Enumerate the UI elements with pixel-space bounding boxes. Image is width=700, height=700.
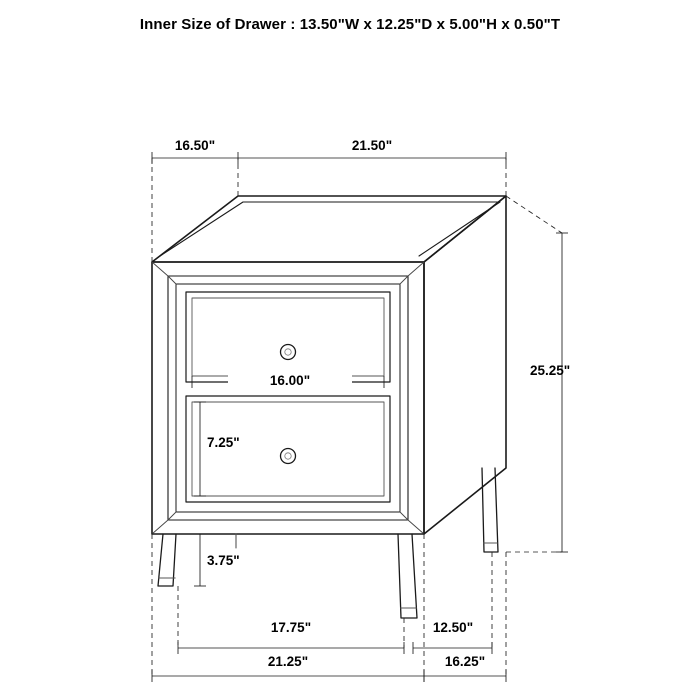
front-frame-inner	[168, 276, 408, 520]
dim-top-left-depth: 16.50"	[174, 138, 216, 153]
front-right-leg	[398, 534, 417, 618]
dim-base-side-depth: 12.50"	[432, 620, 474, 635]
upper-drawer-inner	[192, 298, 384, 376]
cabinet-front-face	[152, 262, 424, 534]
front-frame-inner-2	[176, 284, 400, 512]
dim-upper-drawer-width: 16.00"	[228, 372, 352, 389]
dim-leg-height: 3.75"	[207, 553, 240, 568]
cabinet-top-inner-edge	[160, 202, 500, 256]
page-title: Inner Size of Drawer : 13.50"W x 12.25"D x 5.00"H x 0.50"T	[139, 16, 561, 33]
dim-lower-drawer-height: 7.25"	[207, 435, 240, 450]
lower-drawer-knob	[281, 449, 296, 464]
lower-drawer-knob-inner	[285, 453, 291, 459]
upper-drawer	[186, 292, 390, 382]
dim-right-height: 25.25"	[530, 363, 571, 378]
dim-overall-depth: 16.25"	[444, 654, 486, 669]
dim-base-front-width: 17.75"	[270, 620, 312, 635]
upper-drawer-knob	[281, 345, 296, 360]
cabinet-top-surface	[152, 196, 506, 262]
cabinet-side-face	[424, 196, 506, 534]
dim-overall-width: 21.25"	[267, 654, 309, 669]
dim-top-width: 21.50"	[351, 138, 393, 153]
upper-drawer-knob-inner	[285, 349, 291, 355]
ext-right-top	[506, 196, 562, 233]
